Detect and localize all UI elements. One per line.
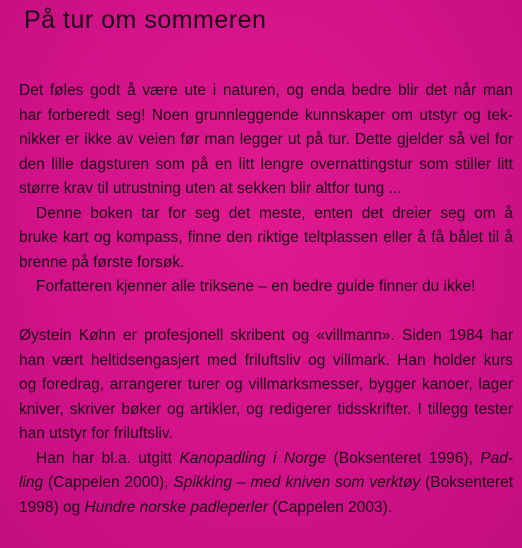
intro-line: har forberedt seg! Noen grunnleggende kunnskaper om utstyr og tek- bbox=[19, 106, 513, 124]
intro-line: Det føles godt å være ute i naturen, og enda bedre blir det når man bbox=[19, 82, 513, 99]
book-title: Hundre norske padleperler bbox=[84, 498, 269, 516]
book-title: Spikking – med kniven som verktøy bbox=[173, 474, 421, 491]
intro-line: nikker er ikke av veien før man legger ut på tur. Dette gjelder så vel for bbox=[19, 131, 513, 148]
book-title: Pad- bbox=[480, 449, 513, 467]
author-line: han utstyr for friluftsliv. bbox=[19, 425, 173, 442]
intro-line: Denne boken tar for seg det meste, enten det dreier seg om å bbox=[36, 204, 513, 222]
works-line: ling (Cappelen 2000), Spikking – med kniven som verktøy (Boksenteret bbox=[19, 474, 513, 491]
page-title: På tur om sommeren bbox=[24, 6, 267, 34]
book-title: Kanopadling i Norge bbox=[179, 449, 327, 467]
author-line: han vært heltidsengasjert med friluftsliv og villmark. Han holder kurs bbox=[19, 351, 513, 369]
author-line: og foredrag, arrangerer turer og villmarksmesser, bygger kanoer, lager bbox=[19, 376, 513, 393]
intro-line: den lille dagsturen som på en litt lengre overnattingstur som stiller litt bbox=[19, 155, 513, 173]
works-line: Han har bl.a. utgitt Kanopadling i Norge (Boksenteret 1996), Pad- bbox=[36, 449, 513, 467]
intro-line: Forfatteren kjenner alle triksene – en bedre guide finner du ikke! bbox=[36, 278, 476, 295]
intro-paragraph bbox=[19, 79, 513, 300]
book-title: ling bbox=[19, 474, 44, 491]
intro-line: større krav til utrustning uten at sekken blir altfor tung ... bbox=[19, 180, 402, 197]
author-line: kniver, skriver bøker og artikler, og redigerer tidsskrifter. I tillegg tester bbox=[19, 400, 513, 418]
author-line: Øystein Køhn er profesjonell skribent og «villmann». Siden 1984 har bbox=[19, 327, 513, 344]
intro-line: bruke kart og kompass, finne den riktige teltplassen eller å få bålet til å bbox=[19, 229, 513, 246]
works-line: 1998) og Hundre norske padleperler (Cappelen 2003). bbox=[19, 498, 393, 516]
author-paragraph bbox=[19, 324, 513, 520]
intro-line: brenne på første forsøk. bbox=[19, 253, 185, 271]
